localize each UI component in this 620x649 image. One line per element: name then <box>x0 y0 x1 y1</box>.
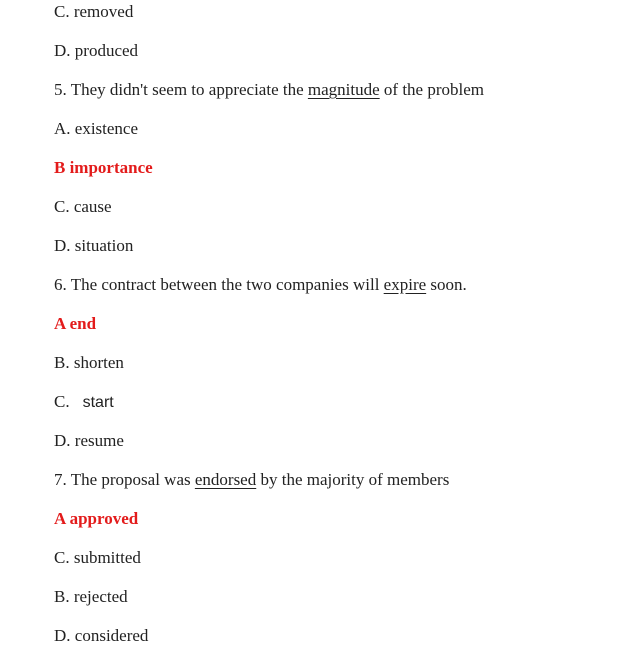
question-5-underlined-word: magnitude <box>307 80 380 99</box>
question-6-underlined-word: expire <box>383 275 427 294</box>
question-6-text-before: 6. The contract between the two companies will <box>54 275 384 294</box>
question-7-text-after: by the majority of members <box>256 470 450 489</box>
question-5 <box>54 80 484 100</box>
option-d-produced: D. produced <box>54 41 139 60</box>
option-d-considered: D. considered <box>54 626 149 645</box>
option-b-shorten: B. shorten <box>54 353 124 372</box>
option-c-start-prefix: C. <box>54 392 70 411</box>
option-d-situation: D. situation <box>54 236 134 255</box>
option-d-resume: D. resume <box>54 431 124 450</box>
option-c-cause: C. cause <box>54 197 112 216</box>
question-6 <box>54 275 467 295</box>
question-5-text-after: of the problem <box>379 80 484 99</box>
option-c-start-text: start <box>82 394 114 411</box>
question-7 <box>54 470 449 490</box>
option-c-removed: C. removed <box>54 2 134 21</box>
answer-a-end: A end <box>54 314 97 333</box>
answer-a-approved: A approved <box>54 509 139 528</box>
question-7-underlined-word: endorsed <box>194 470 257 489</box>
question-6-text-after: soon. <box>426 275 467 294</box>
question-7-text-before: 7. The proposal was <box>54 470 195 489</box>
option-a-existence: A. existence <box>54 119 139 138</box>
question-5-text-before: 5. They didn't seem to appreciate the <box>54 80 308 99</box>
option-b-rejected: B. rejected <box>54 587 128 606</box>
option-c-submitted: C. submitted <box>54 548 141 567</box>
option-c-start <box>54 392 114 413</box>
answer-b-importance: B importance <box>54 158 153 177</box>
